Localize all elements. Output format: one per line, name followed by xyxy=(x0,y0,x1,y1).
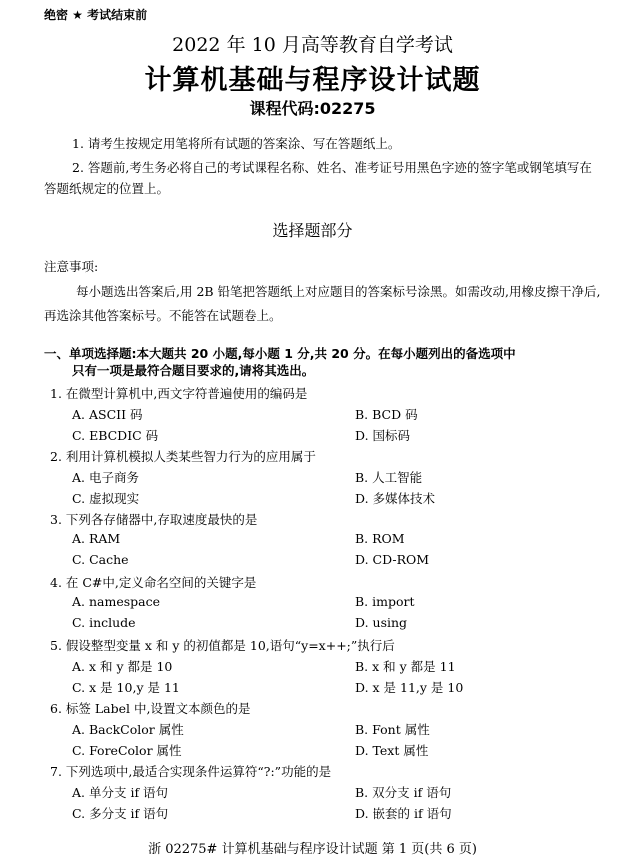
exam-session: 2022 年 10 月高等教育自学考试 xyxy=(172,34,453,56)
option-c: C. Cache xyxy=(72,552,129,567)
option-b: B. import xyxy=(355,594,415,609)
option-d: D. 多媒体技术 xyxy=(355,491,436,506)
option-b: B. 双分支 if 语句 xyxy=(355,785,452,800)
option-b: B. ROM xyxy=(355,531,405,546)
exam-title: 计算机基础与程序设计试题 xyxy=(144,65,481,96)
option-a: A. BackColor 属性 xyxy=(72,722,184,737)
option-a: A. 单分支 if 语句 xyxy=(72,785,169,800)
option-b: B. x 和 y 都是 11 xyxy=(355,659,456,674)
instruction-1: 1. 请考生按规定用笔将所有试题的答案涂、写在答题纸上。 xyxy=(72,136,401,151)
option-c: C. 多分支 if 语句 xyxy=(72,806,169,821)
option-b: B. BCD 码 xyxy=(355,407,418,422)
course-code: 课程代码:02275 xyxy=(249,99,376,118)
option-b: B. 人工智能 xyxy=(355,470,423,485)
option-c: C. ForeColor 属性 xyxy=(72,743,182,758)
option-a: A. RAM xyxy=(72,531,121,546)
option-a: A. 电子商务 xyxy=(72,470,139,485)
option-d: D. using xyxy=(355,615,408,630)
question-stem: 7. 下列选项中,最适合实现条件运算符“?:”功能的是 xyxy=(50,764,332,779)
option-b: B. Font 属性 xyxy=(355,722,430,737)
part-heading-line1: 一、单项选择题:本大题共 20 小题,每小题 1 分,共 20 分。在每小题列出的备选项中 xyxy=(44,346,516,361)
option-d: D. 嵌套的 if 语句 xyxy=(355,806,452,821)
option-c: C. 虚拟现实 xyxy=(72,491,140,506)
question-stem: 6. 标签 Label 中,设置文本颜色的是 xyxy=(50,701,251,716)
option-c: C. EBCDIC 码 xyxy=(72,428,159,443)
question-stem: 4. 在 C#中,定义命名空间的关键字是 xyxy=(50,575,257,590)
option-d: D. 国标码 xyxy=(355,428,411,443)
option-d: D. CD-ROM xyxy=(355,552,430,567)
page-footer: 浙 02275# 计算机基础与程序设计试题 第 1 页(共 6 页) xyxy=(148,842,477,857)
notes-label: 注意事项: xyxy=(44,259,99,274)
option-a: A. x 和 y 都是 10 xyxy=(72,659,173,674)
option-a: A. namespace xyxy=(72,594,160,609)
question-stem: 1. 在微型计算机中,西文字符普遍使用的编码是 xyxy=(50,386,308,401)
question-stem: 3. 下列各存储器中,存取速度最快的是 xyxy=(50,512,258,527)
part-heading xyxy=(44,345,604,379)
option-d: D. x 是 11,y 是 10 xyxy=(355,680,464,695)
instruction-2: 2. 答题前,考生务必将自己的考试课程名称、姓名、准考证号用黑色字迹的签字笔或钢笔填写在答题纸规定的位置上。 xyxy=(44,160,592,196)
part-heading-line2: 只有一项是最符合题目要求的,请将其选出。 xyxy=(72,363,315,378)
confidential-mark: 绝密 ★ 考试结束前 xyxy=(44,8,148,22)
option-d: D. Text 属性 xyxy=(355,743,429,758)
option-c: C. x 是 10,y 是 11 xyxy=(72,680,180,695)
question-stem: 5. 假设整型变量 x 和 y 的初值都是 10,语句“y=x++;”执行后 xyxy=(50,638,395,653)
section-title: 选择题部分 xyxy=(272,221,353,240)
option-a: A. ASCII 码 xyxy=(72,407,143,422)
option-c: C. include xyxy=(72,615,136,630)
notes-body: 每小题选出答案后,用 2B 铅笔把答题纸上对应题目的答案标号涂黑。如需改动,用橡皮擦干净后,再选涂其他答案标号。不能答在试题卷上。 xyxy=(44,284,601,323)
question-stem: 2. 利用计算机模拟人类某些智力行为的应用属于 xyxy=(50,449,316,464)
